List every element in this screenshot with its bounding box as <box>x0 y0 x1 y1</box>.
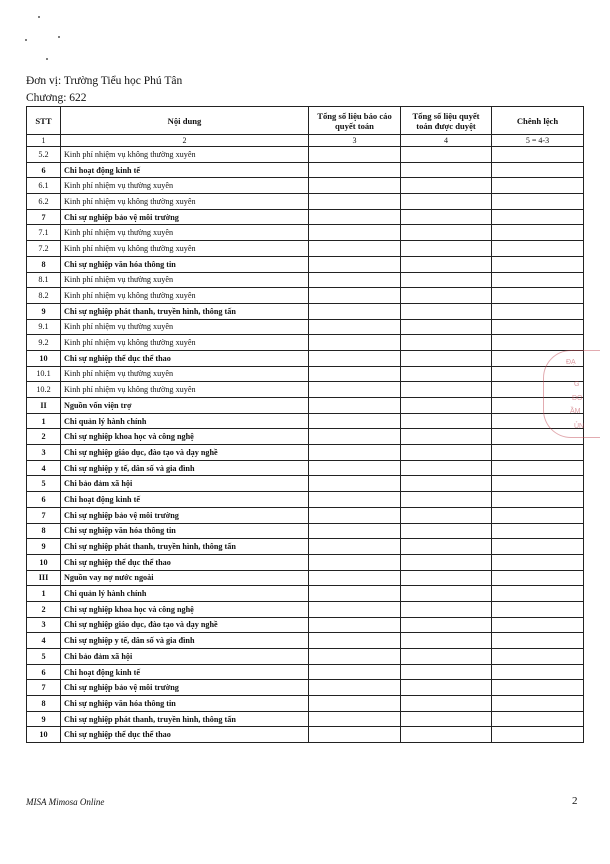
row-reported-value <box>309 523 401 539</box>
settlement-table <box>26 106 584 743</box>
chapter-line: Chương: 622 <box>26 92 87 104</box>
column-index-row <box>27 135 584 147</box>
row-content: Kinh phí nhiệm vụ không thường xuyên <box>61 241 309 257</box>
table-row <box>27 429 584 445</box>
row-difference-value <box>492 335 584 351</box>
row-difference-value <box>492 554 584 570</box>
row-approved-value <box>401 507 492 523</box>
row-content: Chi sự nghiệp bảo vệ môi trường <box>61 507 309 523</box>
row-difference-value <box>492 492 584 508</box>
row-stt: 6 <box>27 492 61 508</box>
row-content: Kinh phí nhiệm vụ thường xuyên <box>61 225 309 241</box>
row-approved-value <box>401 696 492 712</box>
row-stt: 5.2 <box>27 147 61 163</box>
row-difference-value <box>492 225 584 241</box>
document-header <box>26 73 182 107</box>
row-stt: 3 <box>27 445 61 461</box>
row-reported-value <box>309 162 401 178</box>
row-stt: III <box>27 570 61 586</box>
row-reported-value <box>309 272 401 288</box>
row-approved-value <box>401 554 492 570</box>
table-row <box>27 539 584 555</box>
row-difference-value <box>492 256 584 272</box>
row-difference-value <box>492 303 584 319</box>
row-stt: 1 <box>27 413 61 429</box>
row-content: Nguồn vốn viện trợ <box>61 398 309 414</box>
row-stt: II <box>27 398 61 414</box>
row-stt: 8.2 <box>27 288 61 304</box>
row-content: Chi sự nghiệp thể dục thể thao <box>61 350 309 366</box>
row-difference-value <box>492 570 584 586</box>
row-difference-value <box>492 319 584 335</box>
row-reported-value <box>309 398 401 414</box>
col-header-approved-total: Tổng số liệu quyết toán được duyệt <box>401 107 492 135</box>
row-reported-value <box>309 649 401 665</box>
row-approved-value <box>401 288 492 304</box>
row-difference-value <box>492 194 584 210</box>
row-approved-value <box>401 476 492 492</box>
column-index-cell: 3 <box>309 135 401 147</box>
row-content: Kinh phí nhiệm vụ không thường xuyên <box>61 382 309 398</box>
row-approved-value <box>401 570 492 586</box>
col-header-difference: Chênh lệch <box>492 107 584 135</box>
row-approved-value <box>401 256 492 272</box>
table-row <box>27 366 584 382</box>
row-approved-value <box>401 633 492 649</box>
scan-speck <box>38 16 40 18</box>
software-name: MISA Mimosa Online <box>26 797 105 807</box>
row-approved-value <box>401 398 492 414</box>
row-approved-value <box>401 680 492 696</box>
row-difference-value <box>492 680 584 696</box>
col-header-content: Nội dung <box>61 107 309 135</box>
row-difference-value <box>492 460 584 476</box>
row-reported-value <box>309 601 401 617</box>
row-approved-value <box>401 194 492 210</box>
row-reported-value <box>309 350 401 366</box>
col-header-reported-total: Tổng số liệu báo cáo quyết toán <box>309 107 401 135</box>
table-row <box>27 241 584 257</box>
row-stt: 10 <box>27 554 61 570</box>
table-row <box>27 303 584 319</box>
row-reported-value <box>309 303 401 319</box>
row-approved-value <box>401 319 492 335</box>
row-reported-value <box>309 147 401 163</box>
column-index-cell: 4 <box>401 135 492 147</box>
row-content: Chi sự nghiệp văn hóa thông tin <box>61 256 309 272</box>
row-stt: 9 <box>27 539 61 555</box>
row-difference-value <box>492 711 584 727</box>
row-reported-value <box>309 194 401 210</box>
row-stt: 9 <box>27 303 61 319</box>
row-reported-value <box>309 460 401 476</box>
table-row <box>27 319 584 335</box>
row-difference-value <box>492 633 584 649</box>
row-reported-value <box>309 633 401 649</box>
row-reported-value <box>309 288 401 304</box>
row-stt: 7.1 <box>27 225 61 241</box>
page-number: 2 <box>572 795 578 807</box>
scan-speck <box>46 58 48 60</box>
row-approved-value <box>401 617 492 633</box>
row-stt: 6 <box>27 162 61 178</box>
row-stt: 5 <box>27 476 61 492</box>
table-row <box>27 147 584 163</box>
row-reported-value <box>309 366 401 382</box>
table-row <box>27 649 584 665</box>
row-content: Chi bảo đảm xã hội <box>61 649 309 665</box>
column-index-cell: 2 <box>61 135 309 147</box>
row-content: Chi sự nghiệp thể dục thể thao <box>61 554 309 570</box>
row-difference-value <box>492 664 584 680</box>
row-content: Chi quản lý hành chính <box>61 413 309 429</box>
row-reported-value <box>309 617 401 633</box>
row-content: Kinh phí nhiệm vụ không thường xuyên <box>61 288 309 304</box>
table-row <box>27 225 584 241</box>
table-row <box>27 492 584 508</box>
table-row <box>27 633 584 649</box>
row-content: Chi sự nghiệp khoa học và công nghệ <box>61 429 309 445</box>
table-row <box>27 335 584 351</box>
row-content: Chi sự nghiệp văn hóa thông tin <box>61 523 309 539</box>
table-row <box>27 350 584 366</box>
row-approved-value <box>401 178 492 194</box>
row-stt: 9.1 <box>27 319 61 335</box>
row-reported-value <box>309 382 401 398</box>
col-header-stt: STT <box>27 107 61 135</box>
row-content: Chi sự nghiệp y tế, dân số và gia đình <box>61 460 309 476</box>
row-difference-value <box>492 601 584 617</box>
row-stt: 2 <box>27 429 61 445</box>
row-stt: 10.2 <box>27 382 61 398</box>
row-reported-value <box>309 586 401 602</box>
row-stt: 8.1 <box>27 272 61 288</box>
row-stt: 7 <box>27 209 61 225</box>
row-approved-value <box>401 649 492 665</box>
row-content: Chi quản lý hành chính <box>61 586 309 602</box>
row-difference-value <box>492 241 584 257</box>
row-difference-value <box>492 649 584 665</box>
table-header-row <box>27 107 584 135</box>
row-stt: 10.1 <box>27 366 61 382</box>
row-difference-value <box>492 445 584 461</box>
column-index-cell: 1 <box>27 135 61 147</box>
row-content: Chi sự nghiệp giáo dục, đào tạo và dạy nghề <box>61 617 309 633</box>
row-stt: 8 <box>27 523 61 539</box>
row-stt: 9 <box>27 711 61 727</box>
table-row <box>27 460 584 476</box>
row-approved-value <box>401 586 492 602</box>
row-content: Chi hoạt động kinh tế <box>61 664 309 680</box>
row-stt: 3 <box>27 617 61 633</box>
row-stt: 10 <box>27 727 61 743</box>
row-reported-value <box>309 429 401 445</box>
row-reported-value <box>309 727 401 743</box>
table-row <box>27 272 584 288</box>
table-row <box>27 617 584 633</box>
row-difference-value <box>492 523 584 539</box>
row-stt: 2 <box>27 601 61 617</box>
row-approved-value <box>401 225 492 241</box>
row-approved-value <box>401 382 492 398</box>
row-approved-value <box>401 350 492 366</box>
table-row <box>27 209 584 225</box>
row-content: Chi sự nghiệp y tế, dân số và gia đình <box>61 633 309 649</box>
row-content: Chi sự nghiệp bảo vệ môi trường <box>61 680 309 696</box>
row-content: Chi sự nghiệp bảo vệ môi trường <box>61 209 309 225</box>
row-approved-value <box>401 539 492 555</box>
row-reported-value <box>309 319 401 335</box>
official-seal: ĐẠ G ĐO ẦM ỦN <box>543 350 600 438</box>
row-difference-value <box>492 539 584 555</box>
row-stt: 6 <box>27 664 61 680</box>
column-index-cell: 5 = 4-3 <box>492 135 584 147</box>
row-difference-value <box>492 162 584 178</box>
table-row <box>27 178 584 194</box>
table-row <box>27 554 584 570</box>
row-reported-value <box>309 664 401 680</box>
row-content: Chi sự nghiệp phát thanh, truyền hình, thông tấn <box>61 711 309 727</box>
row-reported-value <box>309 696 401 712</box>
row-reported-value <box>309 335 401 351</box>
row-content: Kinh phí nhiệm vụ thường xuyên <box>61 319 309 335</box>
row-stt: 5 <box>27 649 61 665</box>
row-content: Kinh phí nhiệm vụ không thường xuyên <box>61 194 309 210</box>
table-row <box>27 601 584 617</box>
row-content: Chi sự nghiệp phát thanh, truyền hình, thông tấn <box>61 539 309 555</box>
row-approved-value <box>401 445 492 461</box>
row-content: Chi hoạt động kinh tế <box>61 162 309 178</box>
row-difference-value <box>492 272 584 288</box>
row-stt: 7 <box>27 507 61 523</box>
table-row <box>27 288 584 304</box>
row-content: Chi sự nghiệp thể dục thể thao <box>61 727 309 743</box>
row-approved-value <box>401 272 492 288</box>
row-approved-value <box>401 366 492 382</box>
row-approved-value <box>401 664 492 680</box>
row-content: Chi hoạt động kinh tế <box>61 492 309 508</box>
row-approved-value <box>401 460 492 476</box>
row-difference-value <box>492 288 584 304</box>
row-approved-value <box>401 147 492 163</box>
row-stt: 7 <box>27 680 61 696</box>
row-stt: 1 <box>27 586 61 602</box>
row-reported-value <box>309 476 401 492</box>
row-approved-value <box>401 727 492 743</box>
scan-speck <box>58 36 60 38</box>
row-reported-value <box>309 492 401 508</box>
row-difference-value <box>492 209 584 225</box>
row-approved-value <box>401 429 492 445</box>
row-approved-value <box>401 492 492 508</box>
table-row <box>27 194 584 210</box>
row-reported-value <box>309 570 401 586</box>
row-stt: 4 <box>27 633 61 649</box>
scan-speck <box>25 39 27 41</box>
row-reported-value <box>309 209 401 225</box>
row-difference-value <box>492 617 584 633</box>
row-content: Chi sự nghiệp phát thanh, truyền hình, thông tấn <box>61 303 309 319</box>
table-row <box>27 445 584 461</box>
row-difference-value <box>492 727 584 743</box>
row-reported-value <box>309 711 401 727</box>
row-content: Kinh phí nhiệm vụ thường xuyên <box>61 272 309 288</box>
row-reported-value <box>309 507 401 523</box>
row-approved-value <box>401 601 492 617</box>
row-approved-value <box>401 711 492 727</box>
row-content: Kinh phí nhiệm vụ không thường xuyên <box>61 335 309 351</box>
row-difference-value <box>492 507 584 523</box>
row-stt: 8 <box>27 696 61 712</box>
row-content: Chi sự nghiệp giáo dục, đào tạo và dạy nghề <box>61 445 309 461</box>
table-row <box>27 696 584 712</box>
table-row <box>27 162 584 178</box>
row-reported-value <box>309 413 401 429</box>
table-row <box>27 398 584 414</box>
row-approved-value <box>401 523 492 539</box>
row-stt: 7.2 <box>27 241 61 257</box>
row-reported-value <box>309 445 401 461</box>
row-approved-value <box>401 303 492 319</box>
row-difference-value <box>492 586 584 602</box>
row-difference-value <box>492 696 584 712</box>
row-stt: 4 <box>27 460 61 476</box>
row-content: Chi sự nghiệp văn hóa thông tin <box>61 696 309 712</box>
row-approved-value <box>401 335 492 351</box>
row-content: Kinh phí nhiệm vụ thường xuyên <box>61 366 309 382</box>
table-row <box>27 711 584 727</box>
table-row <box>27 727 584 743</box>
row-stt: 8 <box>27 256 61 272</box>
row-difference-value <box>492 476 584 492</box>
row-reported-value <box>309 680 401 696</box>
unit-line: Đơn vị: Trường Tiểu học Phú Tân <box>26 75 183 87</box>
table-row <box>27 507 584 523</box>
row-approved-value <box>401 209 492 225</box>
row-approved-value <box>401 162 492 178</box>
row-reported-value <box>309 539 401 555</box>
row-reported-value <box>309 225 401 241</box>
row-stt: 10 <box>27 350 61 366</box>
row-difference-value <box>492 147 584 163</box>
table-row <box>27 476 584 492</box>
table-row <box>27 256 584 272</box>
row-stt: 6.2 <box>27 194 61 210</box>
row-reported-value <box>309 241 401 257</box>
row-content: Kinh phí nhiệm vụ không thường xuyên <box>61 147 309 163</box>
row-reported-value <box>309 554 401 570</box>
row-content: Kinh phí nhiệm vụ thường xuyên <box>61 178 309 194</box>
row-content: Chi bảo đảm xã hội <box>61 476 309 492</box>
row-content: Chi sự nghiệp khoa học và công nghệ <box>61 601 309 617</box>
row-difference-value <box>492 178 584 194</box>
row-reported-value <box>309 256 401 272</box>
row-stt: 9.2 <box>27 335 61 351</box>
table-row <box>27 382 584 398</box>
row-content: Nguồn vay nợ nước ngoài <box>61 570 309 586</box>
row-approved-value <box>401 413 492 429</box>
table-row <box>27 664 584 680</box>
table-row <box>27 570 584 586</box>
row-reported-value <box>309 178 401 194</box>
table-row <box>27 586 584 602</box>
table-row <box>27 680 584 696</box>
row-stt: 6.1 <box>27 178 61 194</box>
table-row <box>27 413 584 429</box>
table-row <box>27 523 584 539</box>
row-approved-value <box>401 241 492 257</box>
